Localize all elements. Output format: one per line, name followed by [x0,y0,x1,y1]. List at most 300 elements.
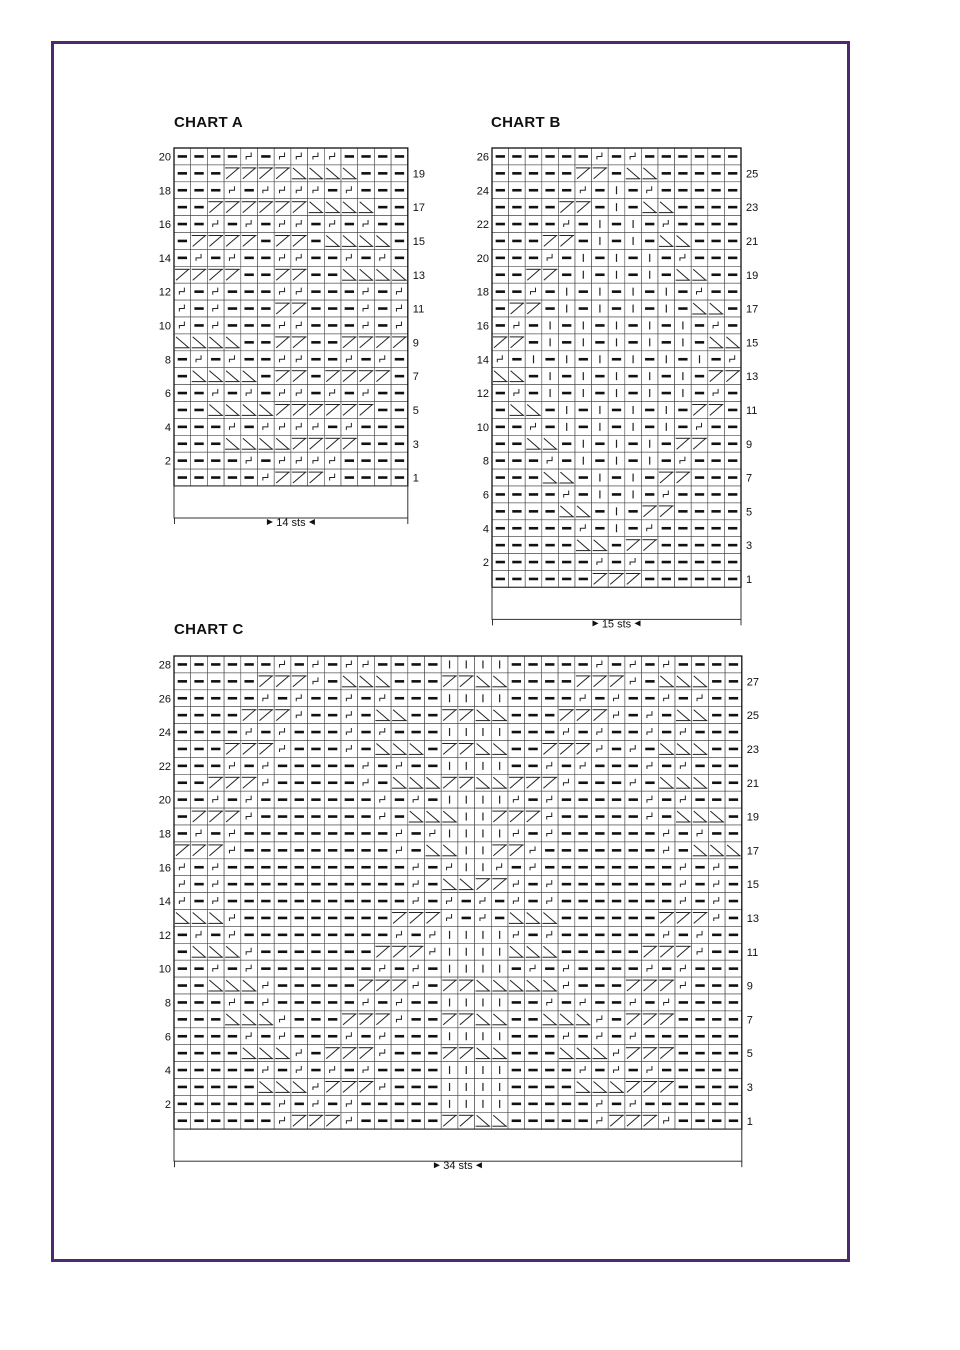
purl-symbol [645,663,654,666]
purl-symbol [712,967,721,970]
purl-symbol [395,392,404,395]
purl-symbol [278,866,287,869]
purl-symbol [345,866,354,869]
purl-symbol [528,1103,537,1106]
stitch-count-label: 34 sts [443,1160,473,1173]
purl-symbol [545,409,554,412]
purl-symbol [595,206,604,209]
purl-symbol [228,900,237,903]
purl-symbol [311,731,320,734]
purl-symbol [612,900,621,903]
purl-symbol [712,984,721,987]
purl-symbol [645,832,654,835]
purl-symbol [712,1052,721,1055]
purl-symbol [645,578,654,581]
purl-symbol [311,883,320,886]
purl-symbol [395,189,404,192]
purl-symbol [395,1103,404,1106]
purl-symbol [378,900,387,903]
purl-symbol [278,984,287,987]
purl-symbol [645,748,654,751]
purl-symbol [595,849,604,852]
purl-symbol [428,900,437,903]
purl-symbol [211,476,220,479]
purl-symbol [378,832,387,835]
purl-symbol [228,697,237,700]
purl-symbol [662,798,671,801]
purl-symbol [244,273,253,276]
purl-symbol [695,984,704,987]
row-number: 12 [476,388,489,401]
purl-symbol [528,832,537,835]
purl-symbol [528,680,537,683]
row-number: 20 [158,794,171,807]
purl-symbol [328,257,337,260]
purl-symbol [629,917,638,920]
purl-symbol [529,544,538,547]
chart-bottom-band [492,587,741,619]
purl-symbol [178,172,187,175]
purl-symbol [278,849,287,852]
purl-symbol [261,324,270,327]
purl-symbol [178,950,187,953]
purl-symbol [496,273,505,276]
purl-symbol [645,223,654,226]
purl-symbol [261,1035,270,1038]
purl-symbol [512,578,521,581]
purl-symbol [728,409,737,412]
purl-symbol [178,1086,187,1089]
purl-symbol [712,748,721,751]
row-number: 16 [158,219,171,232]
purl-symbol [345,967,354,970]
purl-symbol [579,409,588,412]
purl-symbol [311,273,320,276]
purl-symbol [244,358,253,361]
purl-symbol [211,459,220,462]
purl-symbol [695,257,704,260]
purl-symbol [545,578,554,581]
purl-symbol [496,561,505,564]
purl-symbol [328,1018,337,1021]
purl-symbol [629,866,638,869]
purl-symbol [428,883,437,886]
purl-symbol [228,1103,237,1106]
purl-symbol [695,1035,704,1038]
purl-symbol [194,155,203,158]
purl-symbol [529,240,538,243]
row-number: 8 [482,455,489,468]
purl-symbol [261,815,270,818]
purl-symbol [528,1069,537,1072]
purl-symbol [345,883,354,886]
purl-symbol [428,1035,437,1038]
row-number: 25 [746,710,760,723]
purl-symbol [194,781,203,784]
purl-symbol [695,544,704,547]
purl-symbol [311,714,320,717]
purl-symbol [194,290,203,293]
stitch-count-label: 15 sts [601,618,632,631]
row-number: 28 [158,659,171,672]
purl-symbol [361,442,370,445]
purl-symbol [695,493,704,496]
row-number: 10 [158,320,171,333]
purl-symbol [645,781,654,784]
purl-symbol [711,358,720,361]
purl-symbol [695,510,704,513]
purl-symbol [528,934,537,937]
purl-symbol [395,442,404,445]
purl-symbol [529,476,538,479]
purl-symbol [628,341,637,344]
purl-symbol [178,680,187,683]
purl-symbol [211,765,220,768]
purl-symbol [729,748,738,751]
purl-symbol [178,155,187,158]
purl-symbol [728,459,737,462]
purl-symbol [612,1035,621,1038]
purl-symbol [228,1119,237,1122]
purl-symbol [194,967,203,970]
purl-symbol [512,476,521,479]
purl-symbol [496,426,505,429]
purl-symbol [512,561,521,564]
purl-symbol [178,832,187,835]
row-number: 5 [746,506,753,519]
purl-symbol [645,493,654,496]
purl-symbol [545,1086,554,1089]
purl-symbol [729,883,738,886]
purl-symbol [695,1086,704,1089]
purl-symbol [496,442,505,445]
purl-symbol [512,527,521,530]
purl-symbol [378,206,387,209]
purl-symbol [695,375,704,378]
purl-symbol [378,426,387,429]
row-number: 13 [412,269,426,282]
purl-symbol [711,206,720,209]
purl-symbol [378,324,387,327]
purl-symbol [378,1119,387,1122]
purl-symbol [178,189,187,192]
purl-symbol [512,748,521,751]
purl-symbol [194,1086,203,1089]
row-number: 3 [746,540,753,553]
row-number: 2 [482,557,489,570]
purl-symbol [345,798,354,801]
purl-symbol [395,1035,404,1038]
purl-symbol [711,257,720,260]
purl-symbol [395,223,404,226]
purl-symbol [311,392,320,395]
purl-symbol [512,663,521,666]
purl-symbol [512,459,521,462]
purl-symbol [328,341,337,344]
row-number: 22 [158,760,171,773]
purl-symbol [361,849,370,852]
row-number: 17 [746,845,760,858]
purl-symbol [311,290,320,293]
purl-symbol [428,866,437,869]
purl-symbol [728,392,737,395]
purl-symbol [695,206,704,209]
purl-symbol [711,578,720,581]
purl-symbol [395,375,404,378]
purl-symbol [612,815,621,818]
purl-symbol [328,900,337,903]
purl-symbol [211,663,220,666]
purl-symbol [645,680,654,683]
purl-symbol [311,832,320,835]
purl-symbol [244,849,253,852]
purl-symbol [244,1103,253,1106]
purl-symbol [411,731,420,734]
row-number: 6 [482,489,489,502]
purl-symbol [295,917,304,920]
purl-symbol [278,832,287,835]
row-number: 4 [482,523,489,536]
purl-symbol [428,714,437,717]
purl-symbol [662,900,671,903]
purl-symbol [244,324,253,327]
purl-symbol [411,832,420,835]
purl-symbol [579,561,588,564]
purl-symbol [378,442,387,445]
purl-symbol [345,984,354,987]
purl-symbol [395,426,404,429]
purl-symbol [328,1103,337,1106]
purl-symbol [545,358,554,361]
purl-symbol [728,155,737,158]
row-number: 5 [412,404,419,417]
purl-symbol [578,950,587,953]
purl-symbol [496,544,505,547]
row-number: 9 [412,337,419,350]
purl-symbol [712,1119,721,1122]
purl-symbol [662,155,671,158]
purl-symbol [345,324,354,327]
purl-symbol [729,1086,738,1089]
purl-symbol [194,392,203,395]
purl-symbol [578,832,587,835]
purl-symbol [228,866,237,869]
purl-symbol [311,1035,320,1038]
chart-cells [174,656,742,1129]
purl-symbol [595,798,604,801]
purl-symbol [496,257,505,260]
purl-symbol [462,917,471,920]
purl-symbol [695,459,704,462]
purl-symbol [729,1001,738,1004]
purl-symbol [378,1069,387,1072]
purl-symbol [512,967,521,970]
purl-symbol [311,984,320,987]
purl-symbol [361,798,370,801]
purl-symbol [612,409,621,412]
purl-symbol [361,358,370,361]
stitch-count-label: 14 sts [276,517,306,529]
purl-symbol [678,358,687,361]
purl-symbol [545,189,554,192]
purl-symbol [529,375,538,378]
purl-symbol [545,544,554,547]
purl-symbol [311,900,320,903]
purl-symbol [695,578,704,581]
purl-symbol [261,155,270,158]
purl-symbol [628,510,637,513]
purl-symbol [395,866,404,869]
purl-symbol [328,883,337,886]
purl-symbol [211,1069,220,1072]
purl-symbol [645,240,654,243]
purl-symbol [612,223,621,226]
purl-symbol [496,324,505,327]
purl-symbol [695,663,704,666]
purl-symbol [194,442,203,445]
purl-symbol [612,798,621,801]
purl-symbol [728,561,737,564]
purl-symbol [595,917,604,920]
purl-symbol [528,714,537,717]
purl-symbol [579,358,588,361]
purl-symbol [595,1069,604,1072]
purl-symbol [361,1119,370,1122]
purl-symbol [378,1001,387,1004]
purl-symbol [729,984,738,987]
purl-symbol [545,426,554,429]
row-number: 14 [158,252,171,265]
purl-symbol [328,358,337,361]
purl-symbol [529,341,538,344]
purl-symbol [528,731,537,734]
purl-symbol [428,1119,437,1122]
purl-symbol [728,442,737,445]
purl-symbol [679,697,688,700]
purl-symbol [712,832,721,835]
purl-symbol [711,223,720,226]
purl-symbol [211,731,220,734]
purl-symbol [645,866,654,869]
purl-symbol [595,341,604,344]
purl-symbol [194,426,203,429]
purl-symbol [211,1052,220,1055]
purl-symbol [395,172,404,175]
purl-symbol [629,934,638,937]
purl-symbol [512,1052,521,1055]
purl-symbol [244,1119,253,1122]
purl-symbol [695,341,704,344]
purl-symbol [311,934,320,937]
purl-symbol [562,544,571,547]
purl-symbol [411,697,420,700]
purl-symbol [361,832,370,835]
purl-symbol [194,223,203,226]
purl-symbol [695,731,704,734]
purl-symbol [361,815,370,818]
purl-symbol [695,967,704,970]
purl-symbol [496,240,505,243]
purl-symbol [545,206,554,209]
purl-symbol [562,459,571,462]
purl-symbol [311,1018,320,1021]
purl-symbol [545,172,554,175]
purl-symbol [645,307,654,310]
purl-symbol [528,883,537,886]
purl-symbol [678,578,687,581]
purl-symbol [662,731,671,734]
purl-symbol [311,223,320,226]
purl-symbol [662,544,671,547]
row-number: 24 [476,185,489,198]
purl-symbol [278,967,287,970]
purl-symbol [211,832,220,835]
purl-symbol [645,917,654,920]
purl-symbol [712,934,721,937]
purl-symbol [244,934,253,937]
purl-symbol [729,663,738,666]
purl-symbol [194,798,203,801]
purl-symbol [328,714,337,717]
purl-symbol [428,765,437,768]
purl-symbol [595,967,604,970]
purl-symbol [496,223,505,226]
purl-symbol [712,798,721,801]
purl-symbol [711,426,720,429]
purl-symbol [512,510,521,513]
purl-symbol [178,1001,187,1004]
purl-symbol [328,765,337,768]
row-number: 15 [412,235,426,248]
purl-symbol [295,866,304,869]
purl-symbol [261,273,270,276]
purl-symbol [545,1052,554,1055]
purl-symbol [662,561,671,564]
purl-symbol [595,1001,604,1004]
purl-symbol [528,1119,537,1122]
row-number: 16 [476,320,489,333]
purl-symbol [662,273,671,276]
purl-symbol [728,223,737,226]
purl-symbol [378,155,387,158]
purl-symbol [311,257,320,260]
purl-symbol [228,731,237,734]
purl-symbol [712,950,721,953]
purl-symbol [178,426,187,429]
purl-symbol [261,967,270,970]
purl-symbol [679,1052,688,1055]
purl-symbol [729,714,738,717]
purl-symbol [678,510,687,513]
purl-symbol [695,155,704,158]
purl-symbol [629,950,638,953]
purl-symbol [361,189,370,192]
row-number: 15 [746,879,760,892]
purl-symbol [361,426,370,429]
purl-symbol [612,290,621,293]
purl-symbol [545,849,554,852]
purl-symbol [512,223,521,226]
purl-symbol [678,544,687,547]
purl-symbol [411,663,420,666]
purl-symbol [311,1052,320,1055]
purl-symbol [194,680,203,683]
purl-symbol [345,459,354,462]
purl-symbol [428,967,437,970]
purl-symbol [194,476,203,479]
purl-symbol [612,950,621,953]
purl-symbol [361,1035,370,1038]
